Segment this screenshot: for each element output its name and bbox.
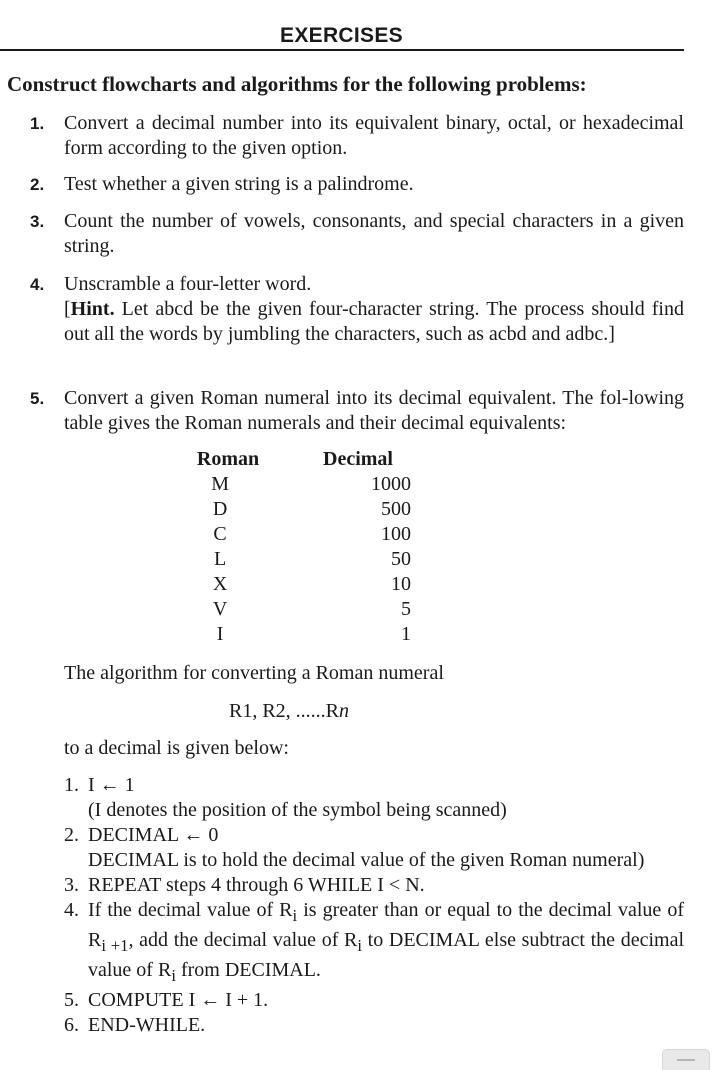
- table-row: [185, 472, 445, 497]
- step-note: (I denotes the position of the symbol being scanned): [88, 799, 507, 821]
- title-underline: [0, 49, 684, 51]
- formula-variable: n: [339, 700, 350, 722]
- step-text: [88, 898, 684, 988]
- step-number: 4.: [64, 899, 79, 921]
- algorithm-step: [64, 1013, 684, 1038]
- step-number: 6.: [64, 1014, 79, 1036]
- roman-cell: D: [212, 498, 228, 520]
- roman-cell: L: [213, 548, 227, 570]
- exercise-item: [30, 172, 684, 197]
- table-row: [185, 622, 445, 647]
- step-number: 2.: [64, 824, 79, 846]
- scroll-handle-button[interactable]: [662, 1049, 710, 1070]
- header-roman: Roman: [196, 448, 260, 470]
- exercise-hint: [64, 297, 684, 347]
- decimal-cell: 50: [391, 548, 411, 570]
- exercise-number: 5.: [30, 389, 45, 408]
- roman-sequence-formula: [229, 700, 349, 723]
- exercise-item: [30, 386, 684, 436]
- exercise-text: Convert a decimal number into its equivalent binary, octal, or hexadecimal form according to the given option.: [64, 112, 684, 159]
- decimal-cell: 5: [401, 598, 411, 620]
- exercise-item: [30, 209, 684, 259]
- exercise-text: Convert a given Roman numeral into its decimal equivalent. The fol-lowing table gives the Roman numerals and their decimal equivalents:: [64, 387, 684, 434]
- step-text: REPEAT steps 4 through 6 WHILE I < N.: [88, 874, 425, 896]
- subscript: i: [357, 936, 363, 955]
- table-row: [185, 497, 445, 522]
- exercise-number: 3.: [30, 212, 45, 231]
- algorithm-lead: to a decimal is given below:: [64, 737, 289, 759]
- subscript: i: [292, 906, 298, 925]
- algorithm-step: [64, 773, 684, 823]
- decimal-cell: 100: [381, 523, 411, 545]
- table-row: [185, 547, 445, 572]
- decimal-cell: 10: [391, 573, 411, 595]
- hint-text: Let abcd be the given four-character string. The process should find out all the words by jumbling the characters, such as acbd and adbc.]: [64, 298, 684, 345]
- step-text: DECIMAL ← 0: [88, 824, 219, 846]
- roman-cell: M: [211, 473, 229, 495]
- exercise-body: [64, 272, 684, 347]
- step-text-part: from DECIMAL.: [175, 959, 321, 981]
- subscript: i: [171, 966, 176, 985]
- roman-cell: C: [213, 523, 227, 545]
- step-text: I ← 1: [88, 774, 135, 796]
- exercise-number: 4.: [30, 275, 45, 294]
- roman-cell: I: [216, 623, 224, 645]
- exercise-item: [30, 272, 684, 347]
- roman-decimal-table: [185, 447, 445, 647]
- table-row: [185, 597, 445, 622]
- exercise-text: Unscramble a four-letter word.: [64, 273, 312, 295]
- step-text-part: to DECIMAL else subtract the decimal value of R: [88, 929, 685, 981]
- step-number: 1.: [64, 774, 79, 796]
- table-row: [185, 522, 445, 547]
- table-row: [185, 572, 445, 597]
- step-text: COMPUTE I ← I + 1.: [88, 989, 269, 1011]
- decimal-cell: 1000: [371, 473, 411, 495]
- step-number: 5.: [64, 989, 79, 1011]
- algorithm-step: [64, 988, 684, 1013]
- exercise-number: 2.: [30, 175, 45, 194]
- step-text-part: , add the decimal value of R: [128, 929, 358, 951]
- roman-cell: V: [212, 598, 228, 620]
- algorithm-intro: The algorithm for converting a Roman numeral: [64, 662, 444, 684]
- algorithm-step: [64, 823, 684, 873]
- algorithm-step: [64, 898, 684, 988]
- header-decimal: Decimal: [323, 448, 393, 470]
- subscript: i +1: [101, 936, 129, 955]
- step-text: END-WHILE.: [88, 1014, 206, 1036]
- algorithm-step: [64, 873, 684, 898]
- hint-bracket: [: [64, 298, 71, 320]
- exercise-number: 1.: [30, 114, 45, 133]
- step-text-part: is greater than or equal to the decimal value of R: [88, 899, 684, 951]
- step-text-part: If the decimal value of R: [88, 899, 293, 921]
- exercise-text: Count the number of vowels, consonants, and special characters in a given string.: [64, 210, 684, 257]
- hint-label: Hint.: [70, 298, 115, 320]
- decimal-cell: 1: [401, 623, 411, 645]
- roman-cell: X: [212, 573, 228, 595]
- formula-prefix: R1, R2, ......R: [229, 700, 340, 722]
- page-title: EXERCISES: [280, 24, 403, 47]
- table-header: [185, 447, 445, 472]
- handle-bar-icon: [677, 1059, 695, 1061]
- algorithm-steps: [64, 773, 684, 1038]
- exercises-intro: Construct flowcharts and algorithms for the following problems:: [7, 72, 587, 96]
- decimal-cell: 500: [381, 498, 411, 520]
- step-number: 3.: [64, 874, 79, 896]
- exercise-text: Test whether a given string is a palindrome.: [64, 173, 414, 195]
- exercise-item: [30, 111, 684, 161]
- step-note: DECIMAL is to hold the decimal value of the given Roman numeral): [88, 849, 645, 871]
